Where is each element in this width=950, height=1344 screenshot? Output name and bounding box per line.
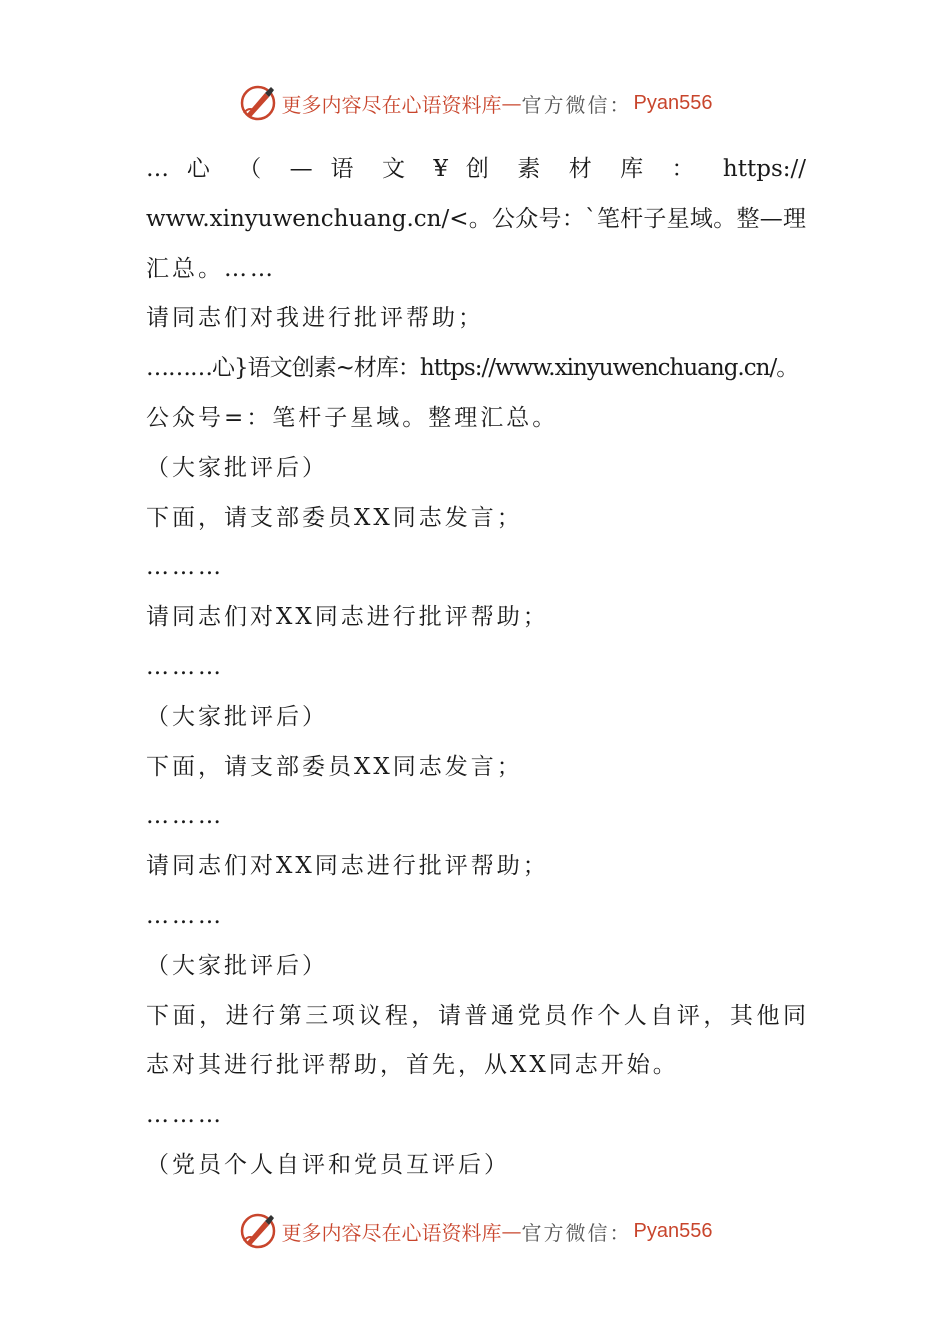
watermark-name: 更多内容尽在心语资料库 bbox=[281, 1220, 502, 1245]
text-line-10: 请同志们对XX同志进行批评帮助； bbox=[146, 604, 549, 631]
document-body bbox=[146, 145, 806, 1191]
text-line-6: 公众号=：笔杆子星域。整理汇总。 bbox=[146, 404, 559, 431]
watermark-official-label: 官方微信： bbox=[521, 1220, 632, 1245]
text-line-4: 请同志们对我进行批评帮助； bbox=[146, 305, 484, 332]
text-line-15: 请同志们对XX同志进行批评帮助； bbox=[146, 853, 549, 880]
text-line-21: （党员个人自评和党员互评后） bbox=[146, 1151, 510, 1178]
text-line-1: … 心 （ — 语 文 ¥ 创 素 材 库 ： https:// bbox=[146, 156, 807, 182]
text-line-18: 下面，进行第三项议程，请普通党员作个人自评，其他同 bbox=[146, 1002, 806, 1029]
text-line-16: ……… bbox=[146, 902, 224, 929]
watermark-name: 更多内容尽在心语资料库 bbox=[281, 92, 502, 117]
text-line-14: ……… bbox=[146, 803, 224, 830]
text-line-5: ………心}语文创素~材库：https://www.xinyuwenchuang.cn/。 bbox=[146, 355, 799, 382]
watermark-dash: — bbox=[501, 91, 522, 115]
pen-logo-icon bbox=[238, 83, 278, 123]
watermark-official-label: 官方微信： bbox=[521, 92, 632, 117]
watermark-dash: — bbox=[501, 1219, 522, 1243]
watermark-wechat-id: Pyan556 bbox=[633, 91, 713, 114]
text-line-19: 志对其进行批评帮助，首先，从XX同志开始。 bbox=[146, 1052, 679, 1079]
text-line-12: （大家批评后） bbox=[146, 703, 328, 730]
text-line-20: ……… bbox=[146, 1102, 224, 1129]
text-line-2: www.xinyuwenchuang.cn/<。公众号：`笔杆子星域。整—理 bbox=[146, 205, 806, 232]
text-line-9: ……… bbox=[146, 554, 224, 581]
text-line-11: ……… bbox=[146, 653, 224, 680]
pen-logo-icon bbox=[238, 1211, 278, 1251]
header-watermark bbox=[0, 81, 950, 125]
footer-watermark bbox=[0, 1209, 950, 1253]
text-line-13: 下面，请支部委员XX同志发言； bbox=[146, 753, 523, 780]
text-line-7: （大家批评后） bbox=[146, 454, 328, 481]
text-line-8: 下面，请支部委员XX同志发言； bbox=[146, 504, 523, 531]
watermark-wechat-id: Pyan556 bbox=[633, 1219, 713, 1242]
text-line-3: 汇总。…… bbox=[146, 255, 276, 282]
text-line-17: （大家批评后） bbox=[146, 952, 328, 979]
